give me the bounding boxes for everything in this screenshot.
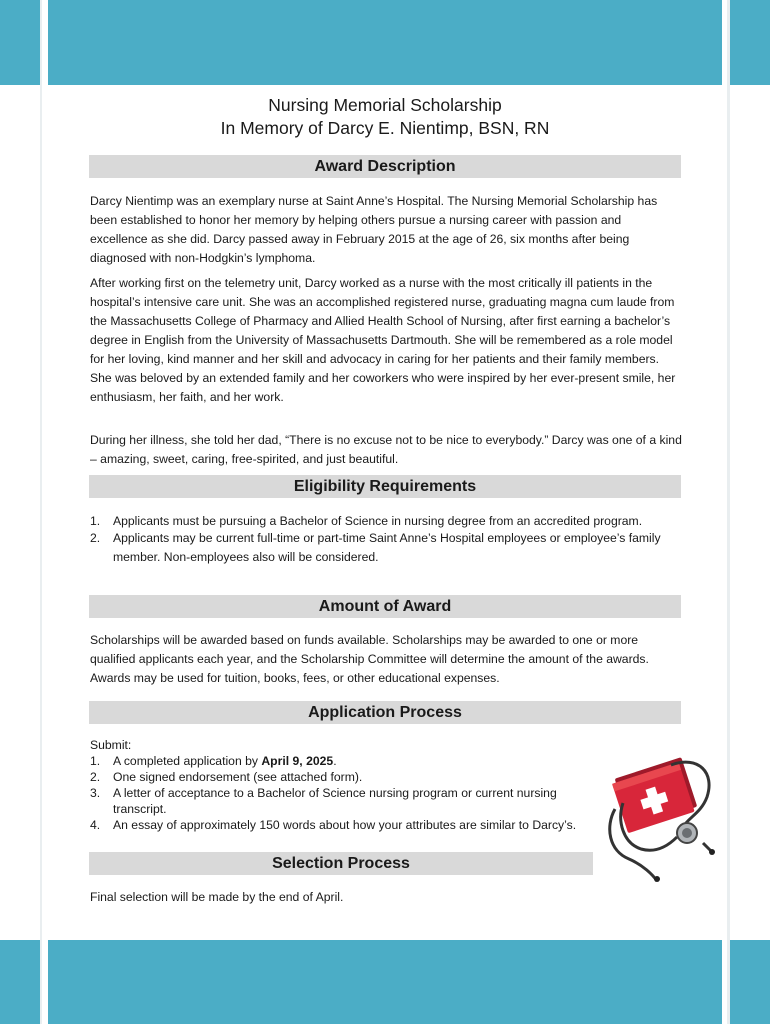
list-number: 1.	[90, 514, 101, 528]
award-description-paragraph-1: Darcy Nientimp was an exemplary nurse at Saint Anne’s Hospital. The Nursing Memorial Scholarship has been established to honor her memory by helping others pursue a nursing career with passion and excellence as she did. Darcy passed away in February 2015 at the age of 26, six months after being diagnosed with non-Hodgkin’s lymphoma.	[90, 194, 658, 265]
eligibility-list	[90, 513, 680, 567]
application-item	[90, 785, 595, 817]
eligibility-heading: Eligibility Requirements	[89, 475, 681, 498]
list-text: An essay of approximately 150 words about how your attributes are similar to Darcy’s.	[113, 818, 577, 832]
amount-heading: Amount of Award	[89, 595, 681, 618]
application-item	[90, 753, 595, 769]
list-text: A completed application by	[113, 754, 262, 768]
list-text: Applicants may be current full-time or part-time Saint Anne’s Hospital employees or employee’s family member. Non-employees also will be considered.	[113, 531, 661, 564]
stethoscope-svg	[603, 751, 723, 883]
list-number: 2.	[90, 531, 101, 545]
stethoscope-illustration	[603, 751, 723, 883]
list-number: 3.	[90, 786, 101, 800]
list-text: A letter of acceptance to a Bachelor of Science nursing program or current nursing transcript.	[113, 786, 557, 816]
list-number: 1.	[90, 754, 101, 768]
list-number: 4.	[90, 818, 101, 832]
eligibility-item	[90, 513, 680, 529]
application-item	[90, 769, 595, 785]
document-title: Nursing Memorial Scholarship	[268, 95, 502, 115]
application-list	[90, 737, 595, 833]
document-subtitle: In Memory of Darcy E. Nientimp, BSN, RN	[220, 118, 550, 138]
list-text-end: .	[333, 754, 337, 768]
top-header-band	[48, 0, 722, 85]
list-text: One signed endorsement (see attached form).	[113, 770, 363, 784]
document-page	[48, 85, 722, 940]
left-side-band	[0, 0, 40, 1024]
list-number: 2.	[90, 770, 101, 784]
award-description-paragraph-2: After working first on the telemetry unit, Darcy worked as a nurse with the most critically ill patients in the hospital’s intensive care unit. She was an accomplished registered nurse, graduating magna cum laude from the Massachusetts College of Pharmacy and Allied Health School of Nursing, after first earning a bachelor’s degree in English from the University of Massachusetts Dartmouth. She will be remembered as a role model for her loving, kind manner and her skill and advocacy in caring for her patients and their family members. She was beloved by an extended family and her coworkers who were inspired by her ever-present smile, her enthusiasm, her faith, and her work.	[90, 276, 676, 404]
right-side-band	[730, 0, 770, 1024]
award-description-heading: Award Description	[89, 155, 681, 178]
selection-heading: Selection Process	[89, 852, 593, 875]
bottom-footer-band	[48, 940, 722, 1024]
eligibility-item	[90, 529, 680, 567]
list-text: Applicants must be pursuing a Bachelor of Science in nursing degree from an accredited program.	[113, 514, 643, 528]
left-frame-line	[40, 0, 42, 1024]
amount-paragraph: Scholarships will be awarded based on funds available. Scholarships may be awarded to one or more qualified applicants each year, and the Scholarship Committee will determine the amount of the awards. Awards may be used for tuition, books, fees, or other educational expenses.	[90, 633, 649, 685]
right-frame-line	[727, 0, 730, 1024]
application-intro: Submit:	[90, 738, 132, 752]
application-item	[90, 817, 595, 833]
deadline-date: April 9, 2025	[261, 754, 334, 768]
award-description-paragraph-3: During her illness, she told her dad, “There is no excuse not to be nice to everybody.” Darcy was one of a kind – amazing, sweet, caring, free-spirited, and just beautiful.	[90, 433, 682, 466]
selection-paragraph: Final selection will be made by the end of April.	[90, 890, 344, 904]
application-heading: Application Process	[89, 701, 681, 724]
